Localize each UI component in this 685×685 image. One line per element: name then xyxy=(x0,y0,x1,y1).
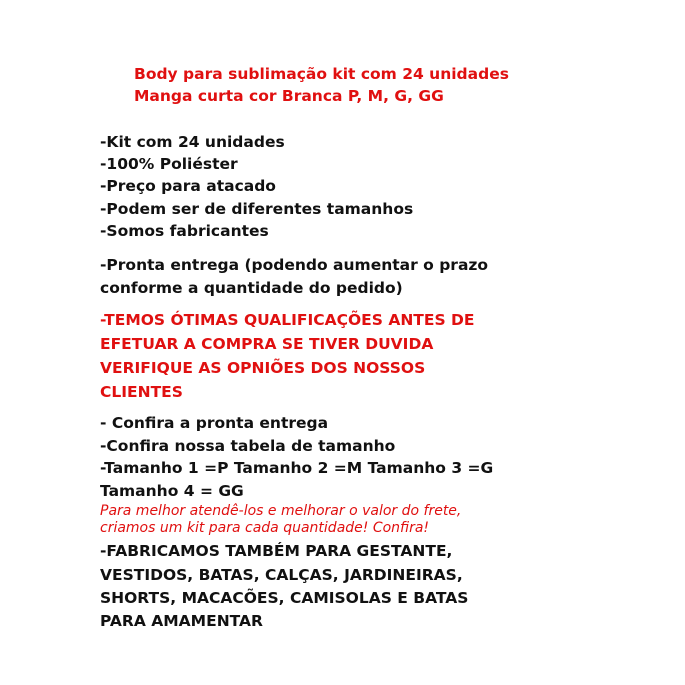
qualifications-line: -TEMOS ÓTIMAS QUALIFICAÇÕES ANTES DE xyxy=(100,311,475,329)
delivery-line-2: conforme a quantidade do pedido) xyxy=(100,279,403,297)
manufacturing-line: PARA AMAMENTAR xyxy=(100,612,263,630)
feature-item: -Preço para atacado xyxy=(100,177,276,195)
feature-item: -Kit com 24 unidades xyxy=(100,133,285,151)
qualifications-line: VERIFIQUE AS OPNIÕES DOS NOSSOS xyxy=(100,359,426,377)
size-info-line: Tamanho 4 = GG xyxy=(100,482,244,500)
shipping-note-line: Para melhor atendê-los e melhorar o valor do frete, xyxy=(100,503,462,519)
manufacturing-line: -FABRICAMOS TAMBÉM PARA GESTANTE, xyxy=(100,542,453,560)
size-info-line: -Confira nossa tabela de tamanho xyxy=(100,437,396,455)
manufacturing-line: SHORTS, MACACÕES, CAMISOLAS E BATAS xyxy=(100,589,469,607)
size-info-line: -Tamanho 1 =P Tamanho 2 =M Tamanho 3 =G xyxy=(100,459,494,477)
feature-item: -Somos fabricantes xyxy=(100,222,269,240)
size-info-line: - Confira a pronta entrega xyxy=(100,414,329,432)
product-title-line-1: Body para sublimação kit com 24 unidades xyxy=(134,65,509,83)
manufacturing-line: VESTIDOS, BATAS, CALÇAS, JARDINEIRAS, xyxy=(100,566,463,584)
feature-item: -100% Poliéster xyxy=(100,155,238,173)
shipping-note-line: criamos um kit para cada quantidade! Confira! xyxy=(100,520,430,536)
feature-item: -Podem ser de diferentes tamanhos xyxy=(100,200,414,218)
qualifications-line: EFETUAR A COMPRA SE TIVER DUVIDA xyxy=(100,335,434,353)
qualifications-line: CLIENTES xyxy=(100,383,183,401)
product-title xyxy=(134,63,509,107)
delivery-line-1: -Pronta entrega (podendo aumentar o prazo xyxy=(100,256,489,274)
product-title-line-2: Manga curta cor Branca P, M, G, GG xyxy=(134,87,444,105)
